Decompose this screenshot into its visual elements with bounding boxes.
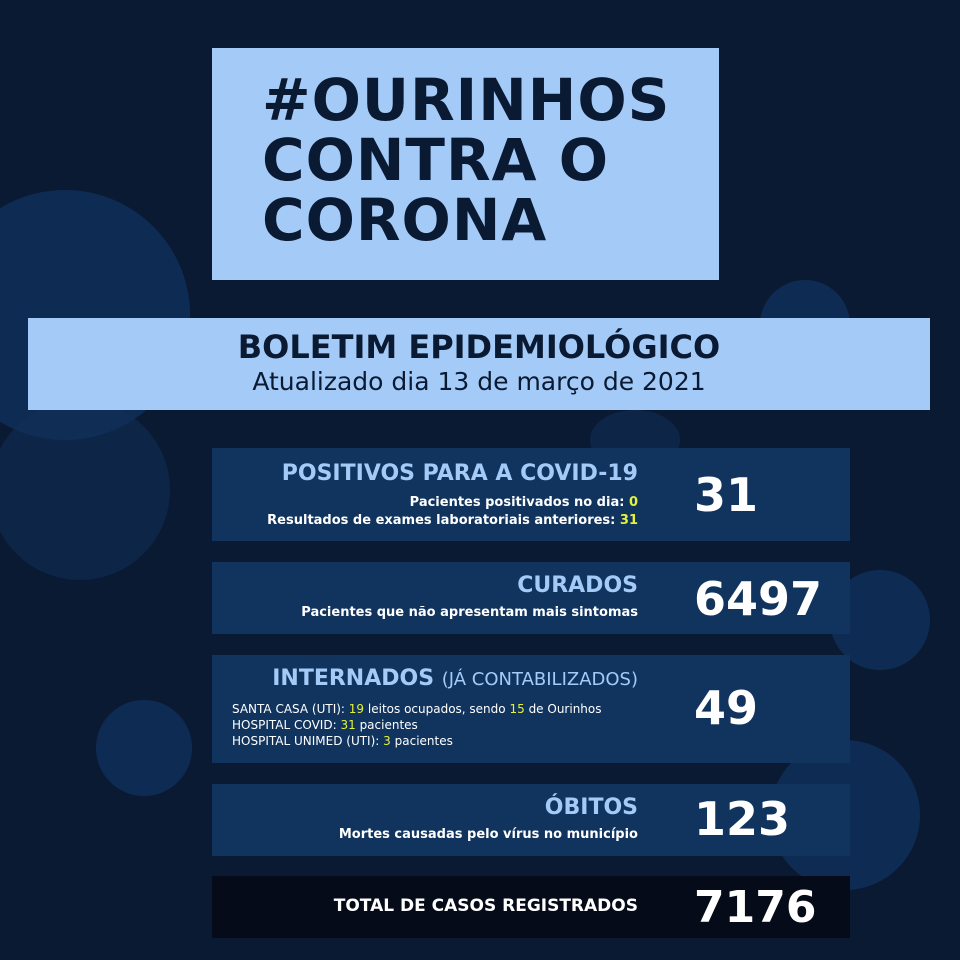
internados-number: 49 [694, 681, 759, 735]
total-cases-number: 7176 [694, 882, 817, 933]
hospital-unimed-label: HOSPITAL UNIMED (UTI): [232, 734, 380, 748]
virus-decoration [96, 700, 192, 796]
santa-casa-row [232, 701, 602, 717]
positivos-heading: POSITIVOS PARA A COVID-19 [281, 461, 638, 486]
obitos-card [212, 784, 850, 856]
hospital-unimed-end: pacientes [394, 734, 453, 748]
obitos-number: 123 [694, 792, 791, 846]
santa-casa-mid: leitos ocupados, sendo [367, 702, 506, 716]
hospital-unimed-value: 3 [383, 734, 391, 748]
bulletin-date: Atualizado dia 13 de março de 2021 [252, 367, 706, 396]
internados-heading: INTERNADOS [272, 666, 435, 691]
curados-description: Pacientes que não apresentam mais sintomas [301, 605, 638, 620]
internados-heading-note: (JÁ CONTABILIZADOS) [441, 669, 638, 690]
santa-casa-end: de Ourinhos [528, 702, 602, 716]
campaign-title-box [212, 48, 719, 280]
campaign-title-line-1: #OURINHOS [262, 66, 671, 134]
positivos-number: 31 [694, 468, 759, 522]
obitos-heading: ÓBITOS [544, 795, 638, 820]
hospital-covid-row [232, 717, 602, 733]
santa-casa-value: 19 [348, 702, 365, 716]
santa-casa-label: SANTA CASA (UTI): [232, 702, 345, 716]
curados-heading: CURADOS [517, 573, 638, 598]
hospital-unimed-row [232, 733, 602, 749]
hospital-covid-end: pacientes [359, 718, 418, 732]
bulletin-title: BOLETIM EPIDEMIOLÓGICO [237, 328, 721, 366]
curados-card [212, 562, 850, 634]
positivos-previous-value: 31 [619, 513, 638, 528]
campaign-title-line-2: CONTRA O [262, 126, 610, 194]
internados-details [232, 701, 602, 749]
campaign-title-line-3: CORONA [262, 186, 548, 254]
total-cases-label: TOTAL DE CASOS REGISTRADOS [333, 896, 638, 916]
positivos-card [212, 448, 850, 541]
bulletin-header [28, 318, 930, 410]
positivos-day-value: 0 [628, 495, 638, 510]
positivos-previous-label: Resultados de exames laboratoriais anteriores: [267, 513, 616, 528]
hospital-covid-label: HOSPITAL COVID: [232, 718, 337, 732]
total-cases-bar [212, 876, 850, 938]
virus-decoration [0, 400, 170, 580]
curados-number: 6497 [694, 572, 823, 626]
positivos-day-label: Pacientes positivados no dia: [409, 495, 625, 510]
internados-heading-line [272, 665, 638, 694]
internados-card [212, 655, 850, 763]
hospital-covid-value: 31 [340, 718, 356, 732]
obitos-description: Mortes causadas pelo vírus no município [338, 827, 638, 842]
positivos-previous-line [267, 512, 638, 530]
positivos-day-line [267, 494, 638, 512]
santa-casa-local-value: 15 [509, 702, 525, 716]
